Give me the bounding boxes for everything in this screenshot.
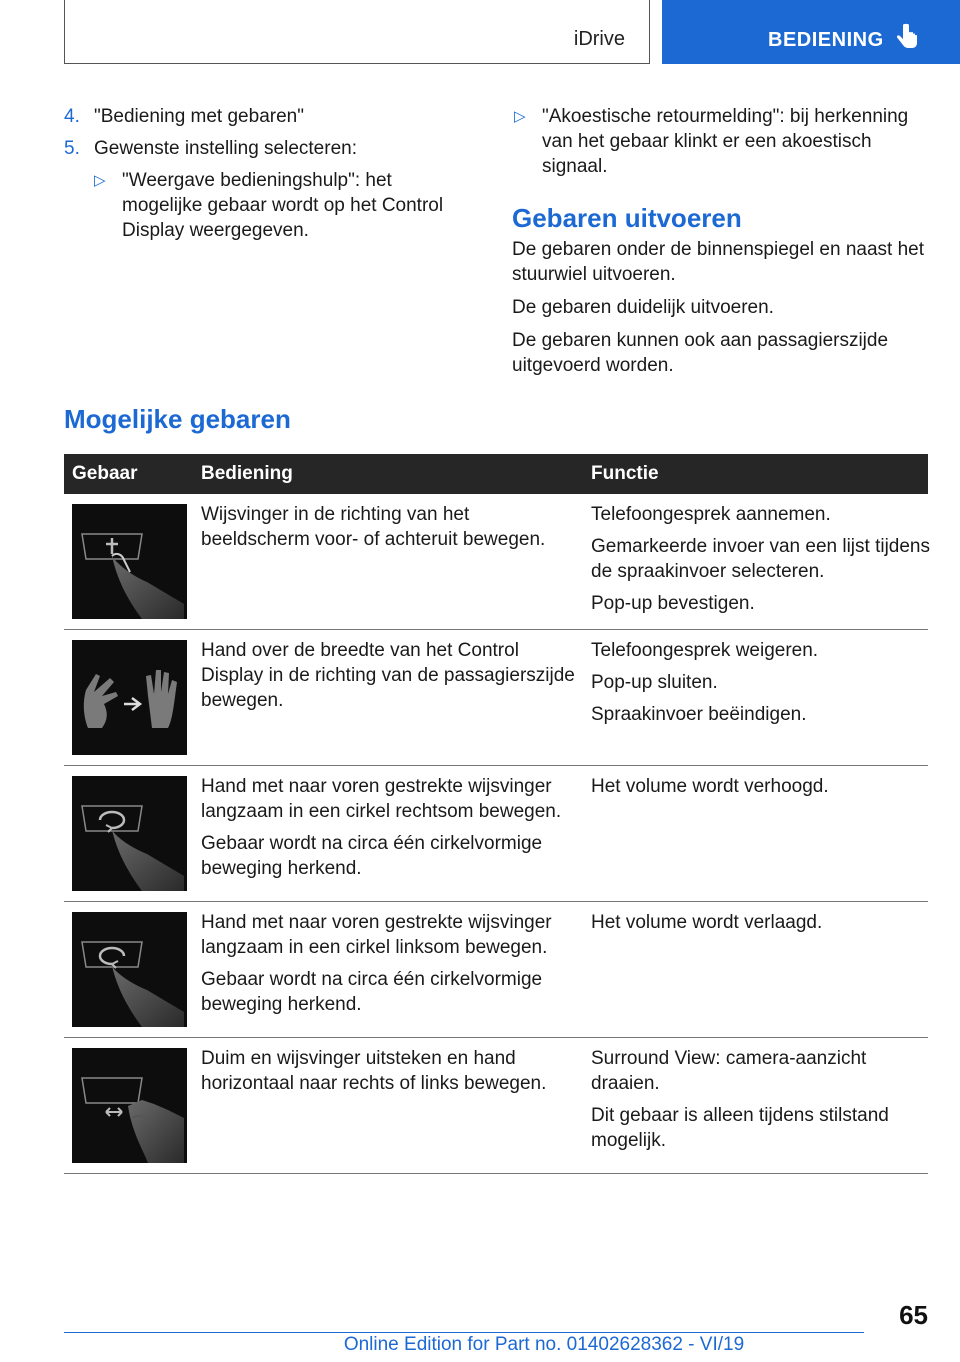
- swipe-forward-back-icon: [72, 504, 187, 619]
- section-heading-gebaren-uitvoeren: Gebaren uitvoeren: [512, 203, 742, 233]
- cell-functie: [591, 774, 931, 806]
- cell-text: Hand met naar voren gestrekte wijsvinger langzaam in een cirkel linksom bewegen.: [201, 912, 552, 958]
- header-section-title: iDrive: [573, 28, 625, 50]
- right-column: [512, 104, 932, 386]
- column-header-functie: Functie: [591, 463, 659, 484]
- cell-text: Spraakinvoer beëindigen.: [591, 704, 807, 725]
- column-header-bediening: Bediening: [201, 463, 293, 484]
- cell-bediening: [201, 910, 581, 1024]
- paragraph: De gebaren onder de binnenspiegel en naast het stuurwiel uitvoeren.: [512, 239, 924, 285]
- paragraph: De gebaren duidelijk uitvoeren.: [512, 297, 774, 318]
- sub-list-item: [64, 168, 474, 243]
- cell-text: Surround View: camera-aanzicht draaien.: [591, 1048, 867, 1094]
- chapter-tab[interactable]: [662, 0, 960, 64]
- cell-functie: [591, 638, 931, 734]
- page-number: 65: [899, 1300, 928, 1330]
- cell-text: Dit gebaar is alleen tijdens stilstand mogelijk.: [591, 1105, 889, 1151]
- list-number: 5.: [64, 138, 80, 159]
- pointing-hand-icon: [892, 22, 922, 52]
- cell-text: Hand over de breedte van het Control Display in de richting van de passagierszijde bewegen.: [201, 640, 575, 711]
- cell-text: Pop-up bevestigen.: [591, 593, 755, 614]
- circle-counterclockwise-icon: [72, 912, 187, 1027]
- chapter-tab-label: BEDIENING: [768, 29, 884, 51]
- cell-text: Duim en wijsvinger uitsteken en hand horizontaal naar rechts of links bewegen.: [201, 1048, 547, 1094]
- circle-clockwise-icon: [72, 776, 187, 891]
- hand-swipe-icon: [72, 640, 187, 755]
- table-row: [64, 630, 928, 766]
- triangle-bullet-icon: ▷: [94, 172, 106, 189]
- cell-text: Telefoongesprek weigeren.: [591, 640, 819, 661]
- table-row: [64, 1038, 928, 1174]
- cell-bediening: [201, 774, 581, 888]
- table-row: [64, 902, 928, 1038]
- cell-text: Het volume wordt verlaagd.: [591, 912, 823, 933]
- cell-bediening: [201, 638, 581, 720]
- cell-functie: [591, 502, 931, 623]
- cell-text: Hand met naar voren gestrekte wijsvinger langzaam in een cirkel rechtsom bewegen.: [201, 776, 562, 822]
- list-item: [64, 136, 474, 161]
- footer-divider: [64, 1332, 864, 1333]
- table-header: [64, 454, 928, 494]
- column-header-gebaar: Gebaar: [72, 463, 138, 484]
- header-section-box: [64, 0, 650, 64]
- list-item-text: "Bediening met gebaren": [94, 106, 304, 127]
- cell-text: Gemarkeerde invoer van een lijst tijdens de spraakinvoer selecteren.: [591, 536, 931, 582]
- sub-list-text: "Weergave bedieningshulp": het mogelijke gebaar wordt op het Control Display weergegeven.: [122, 170, 444, 241]
- cell-text: Gebaar wordt na circa één cirkelvormige beweging herkend.: [201, 833, 543, 879]
- list-item: [64, 104, 474, 129]
- thumb-finger-swipe-icon: [72, 1048, 187, 1163]
- cell-functie: [591, 1046, 931, 1160]
- cell-text: Gebaar wordt na circa één cirkelvormige beweging herkend.: [201, 969, 543, 1015]
- triangle-bullet-icon: ▷: [514, 108, 526, 125]
- table-row: [64, 766, 928, 902]
- left-column: [64, 104, 474, 243]
- sub-list-text: "Akoestische retourmelding": bij herkenning van het gebaar klinkt er een akoestisch signaal.: [542, 106, 909, 177]
- list-item-text: Gewenste instelling selecteren:: [94, 138, 357, 159]
- gestures-table: [64, 454, 931, 1174]
- list-number: 4.: [64, 106, 80, 127]
- table-row: [64, 494, 931, 630]
- footer-edition: Online Edition for Part no. 01402628362 - VI/19: [343, 1334, 745, 1355]
- cell-text: Het volume wordt verhoogd.: [591, 776, 829, 797]
- paragraph: De gebaren kunnen ook aan passagierszijde uitgevoerd worden.: [512, 330, 889, 376]
- sub-list-item: [484, 104, 932, 179]
- cell-text: Wijsvinger in de richting van het beeldscherm voor- of achteruit bewegen.: [201, 504, 546, 550]
- section-heading-mogelijke-gebaren: Mogelijke gebaren: [64, 404, 291, 434]
- cell-text: Pop-up sluiten.: [591, 672, 718, 693]
- cell-bediening: [201, 502, 581, 559]
- cell-bediening: [201, 1046, 581, 1103]
- cell-text: Telefoongesprek aannemen.: [591, 504, 831, 525]
- cell-functie: [591, 910, 931, 942]
